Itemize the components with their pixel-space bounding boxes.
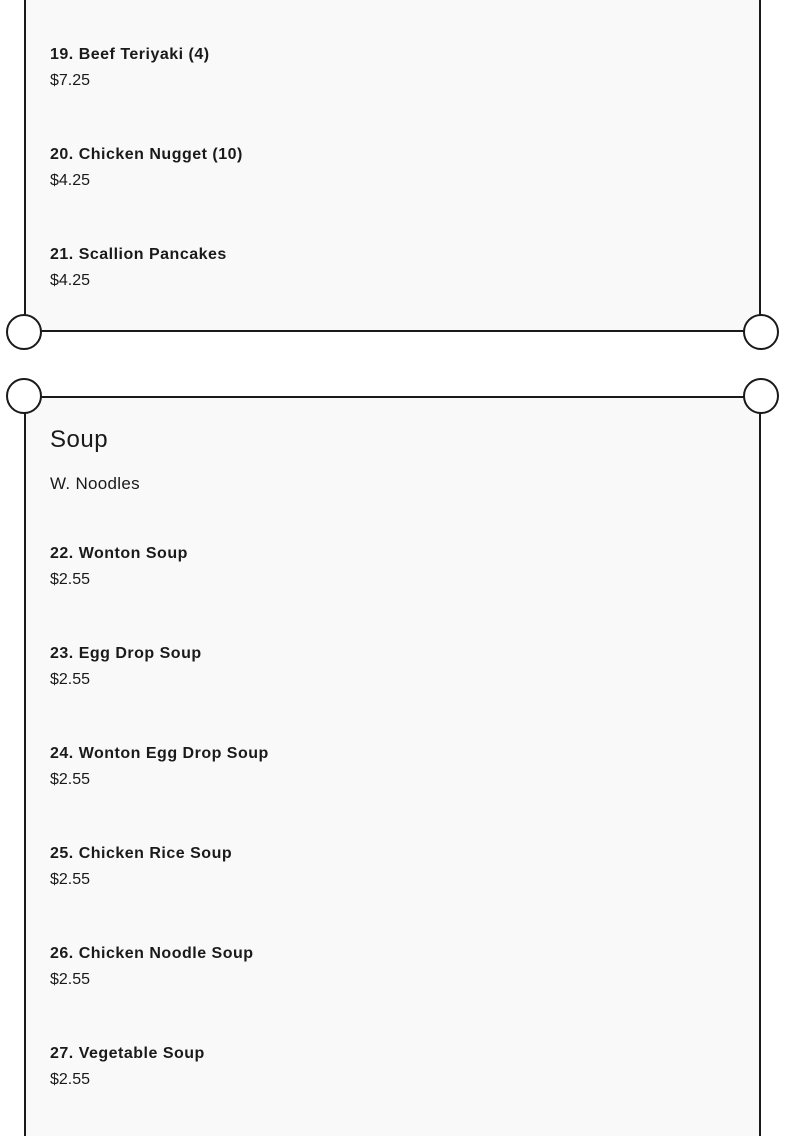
- menu-item[interactable]: [50, 644, 202, 690]
- menu-item-price: $2.55: [50, 771, 91, 788]
- menu-item-price: $4.25: [50, 272, 91, 289]
- card-corner-decoration: [743, 378, 779, 414]
- menu-item[interactable]: [50, 245, 227, 291]
- menu-item[interactable]: [50, 944, 254, 990]
- menu-section-card-appetizers: [24, 0, 761, 332]
- menu-item-price: $2.55: [50, 971, 91, 988]
- menu-item[interactable]: [50, 145, 243, 191]
- menu-item-name: 19. Beef Teriyaki (4): [50, 46, 210, 63]
- menu-item-price: $2.55: [50, 1071, 91, 1088]
- menu-item-name: 24. Wonton Egg Drop Soup: [50, 745, 269, 762]
- menu-section-card-soup: [24, 396, 761, 1136]
- menu-item-name: 20. Chicken Nugget (10): [50, 146, 243, 163]
- menu-item-price: $4.25: [50, 172, 91, 189]
- card-corner-decoration: [743, 314, 779, 350]
- menu-item-name: 26. Chicken Noodle Soup: [50, 945, 254, 962]
- menu-item[interactable]: [50, 45, 210, 91]
- menu-item-price: $2.55: [50, 571, 91, 588]
- card-corner-decoration: [6, 314, 42, 350]
- card-corner-decoration: [6, 378, 42, 414]
- menu-item-price: $2.55: [50, 871, 91, 888]
- menu-item-name: 23. Egg Drop Soup: [50, 645, 202, 662]
- menu-item-name: 21. Scallion Pancakes: [50, 246, 227, 263]
- menu-item-name: 25. Chicken Rice Soup: [50, 845, 233, 862]
- menu-item-price: $2.55: [50, 671, 91, 688]
- menu-item[interactable]: [50, 1044, 205, 1090]
- menu-item-price: $7.25: [50, 72, 91, 89]
- menu-item-name: 22. Wonton Soup: [50, 545, 188, 562]
- section-subtitle: W. Noodles: [50, 474, 140, 493]
- menu-item[interactable]: [50, 544, 188, 590]
- menu-item[interactable]: [50, 844, 232, 890]
- menu-item[interactable]: [50, 744, 269, 790]
- menu-item-name: 27. Vegetable Soup: [50, 1045, 205, 1062]
- section-title: Soup: [50, 426, 109, 453]
